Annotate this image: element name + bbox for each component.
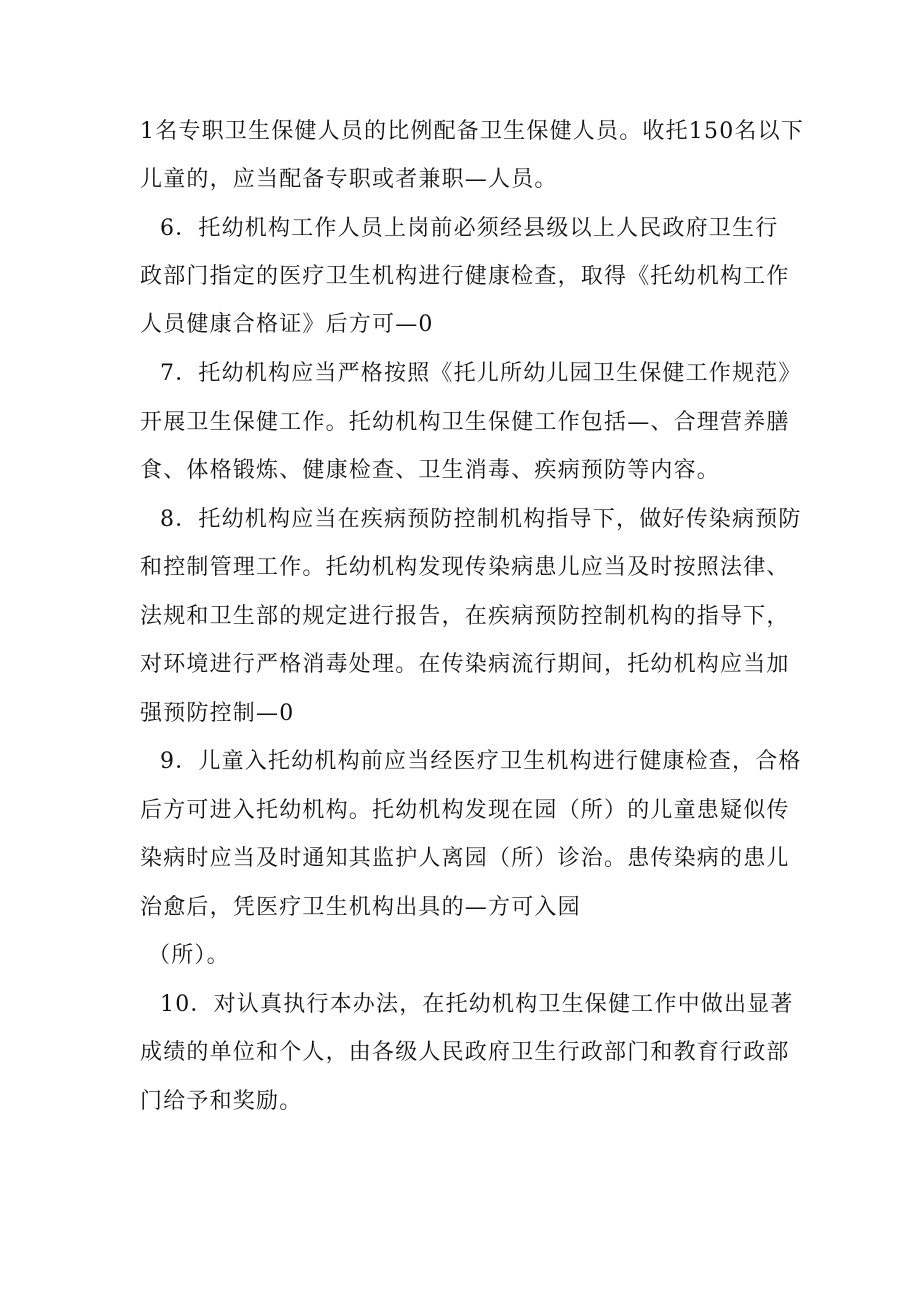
text-line: 染病时应当及时通知其监护人离园（所）诊治。患传染病的患儿	[140, 846, 790, 871]
paragraph-10-line: 10．对认真执行本办法，在托幼机构卫生保健工作中做出显著	[160, 992, 794, 1017]
text-line: 食、体格锻炼、健康检查、卫生消毒、疾病预防等内容。	[140, 458, 721, 483]
text-line: （所）。	[148, 943, 230, 968]
paragraph-7-line: 7．托幼机构应当严格按照《托儿所幼儿园卫生保健工作规范》	[160, 361, 802, 386]
text-line: 治愈后，凭医疗卫生机构出具的—方可入园	[140, 895, 581, 920]
paragraph-8-line: 8．托幼机构应当在疾病预防控制机构指导下，做好传染病预防	[160, 507, 802, 532]
text-line: 门给予和奖励。	[140, 1089, 303, 1114]
text-line: 后方可进入托幼机构。托幼机构发现在园（所）的儿童患疑似传	[140, 798, 790, 823]
text-line: 开展卫生保健工作。托幼机构卫生保健工作包括—、合理营养膳	[140, 410, 790, 435]
paragraph-6-line: 6．托幼机构工作人员上岗前必须经县级以上人民政府卫生行	[160, 216, 779, 241]
text-line: 强预防控制—0	[140, 701, 295, 726]
text-line: 对环境进行严格消毒处理。在传染病流行期间，托幼机构应当加	[140, 652, 790, 677]
text-line: 政部门指定的医疗卫生机构进行健康检查，取得《托幼机构工作	[140, 264, 790, 289]
text-line: 法规和卫生部的规定进行报告，在疾病预防控制机构的指导下，	[140, 604, 790, 629]
text-line: 人员健康合格证》后方可—0	[140, 312, 434, 337]
paragraph-9-line: 9．儿童入托幼机构前应当经医疗卫生机构进行健康检查，合格	[160, 749, 802, 774]
text-line: 成绩的单位和个人，由各级人民政府卫生行政部门和教育行政部	[140, 1040, 790, 1065]
text-line: 1名专职卫生保健人员的比例配备卫生保健人员。收托150名以下	[140, 119, 804, 144]
text-line: 和控制管理工作。托幼机构发现传染病患儿应当及时按照法律、	[140, 555, 790, 580]
text-line: 儿童的，应当配备专职或者兼职—人员。	[140, 167, 558, 192]
